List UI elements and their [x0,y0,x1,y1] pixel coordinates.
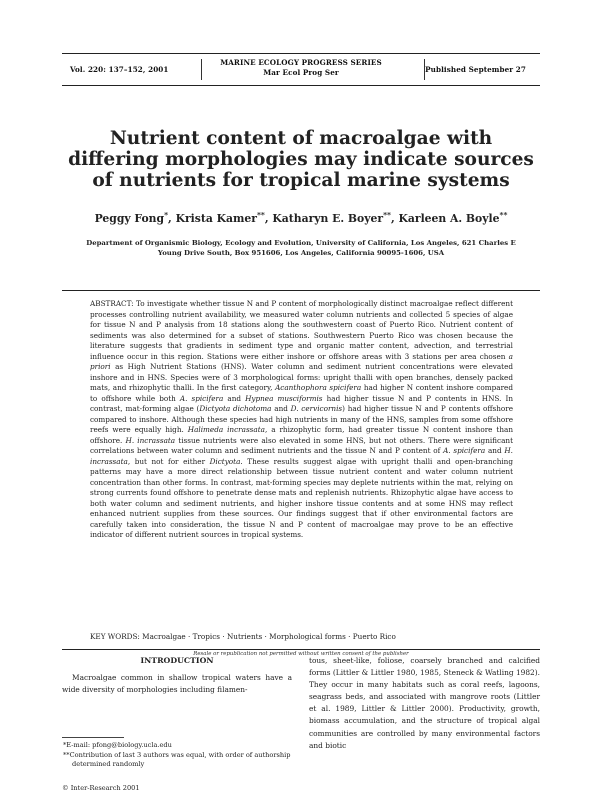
species-name: Dictyota dichotoma [199,404,272,413]
introduction-continued: tous, sheet-like, foliose, coarsely branched and calcified forms (Littler & Littler 1980, 1985, Steneck & Watling 1982). They occur in many habitats such as coral reefs, lagoons, seagrass beds, and associated with mangrove roots (Littler et al. 1989, Littler & Littler 2000). Productivity, growth, biomass accumulation, and the structure of tropical algal communities are controlled by many environmental factors and biotic [309,656,540,750]
footnote-email: *E-mail: pfong@biology.ucla.edu [63,741,172,749]
section-heading-introduction: INTRODUCTION [140,656,214,665]
author-name: Peggy Fong [94,212,165,225]
author-name: Karleen A. Boyle [398,212,500,225]
species-name: Hypnea musciformis [245,393,323,403]
species-name: H. incrassata [125,435,176,445]
abstract-text: ABSTRACT: To investigate whether tissue N and P content of morphologically distinct macroalgae reflect different processes controlling nutrient availability, we measured water column nutrients and collected 5 species of algae for tissue N and P analysis from 18 stations along the southwestern coast of Puerto Rico. Nutrient content of sediments was also determined for a subset of stations. Southwestern Puerto Rico was chosen because the literature suggests that gradients in sediment type and organic matter content, advection, and terrestrial influence occur in this region. Stations were either inshore or offshore areas with 3 stations per area chosen a priori as High Nutrient Stations (HNS). Water column and sediment nutrient concentrations were elevated inshore and in HNS. Species were of 3 morphological forms: upright thalli with open branches, densely packed mats, and rhizophytic thalli. In the first category, Acanthophora spicifera had higher N content inshore compared to offshore while both A. spicifera and Hypnea musciformis had higher tissue N and P contents in HNS. In contrast, mat-forming algae (Dictyota dichotoma and D. cervicornis) had higher tissue N and P contents offshore compared to inshore. Although these species had high nutrients in many of the HNS, samples from some offshore reefs were equally high. Halimeda incrassata, a rhizophytic form, had greater tissue N content inshore than offshore. H. incrassata tissue nutrients were also elevated in some HNS, but not others. There were significant correlations between water column and sediment nutrients and the tissue N and P content of A. spicifera and H. incrassata, but not for either Dictyota. These results suggest algae with upright thalli and open-branching patterns may have a more direct relationship between tissue nutrient content and water column nutrient concentration than other forms. In contrast, mat-forming species may deplete nutrients within the mat, relying on strong currents found offshore to penetrate dense mats and replenish nutrients. Rhizophytic algae have access to both water column and sediment nutrients, and higher inshore tissue contents and at some HNS may reflect enhanced nutrient supplies from these sources. Our findings suggest that if other environmental factors are carefully taken into consideration, the tissue N and P content of macroalgae may prove to be an effective indicator of different nutrient sources in tropical systems. [90,299,514,539]
author-list [62,212,540,225]
species-name: A. spicifera [179,393,224,403]
italic-term: a priori [90,351,513,371]
footnote-divider [62,737,124,738]
species-name: Acanthophora spicifera [275,383,362,392]
author-name: Katharyn E. Boyer [272,212,384,225]
author-footnote-mark: ** [383,210,391,220]
keywords: KEY WORDS: Macroalgae · Tropics · Nutrients · Morphological forms · Puerto Rico [90,632,396,641]
author-separator: , [390,212,399,225]
journal-abbrev: Mar Ecol Prog Ser [263,68,339,77]
author-separator: , [264,212,273,225]
footnotes [62,741,292,770]
species-name: A. spicifera [443,446,486,455]
footnote-contribution: **Contribution of last 3 authors was equal, with order of authorship determined randomly [63,750,291,768]
author-footnote-mark: ** [499,210,508,220]
volume-info: Vol. 220: 137–152, 2001 [70,65,169,74]
journal-name-block [202,58,400,78]
abstract-section [62,290,540,650]
introduction-text: Macroalgae common in shallow tropical waters have a wide diversity of morphologies including filamen- [62,673,292,695]
journal-header [62,53,540,86]
article-title: Nutrient content of macroalgae with differing morphologies may indicate sources of nutrients for tropical marine systems [68,128,534,191]
author-footnote-mark: * [164,210,169,220]
species-name: D. cervicornis [290,404,343,413]
species-name: Dictyota [209,456,241,466]
author-separator: , [168,212,176,225]
copyright-notice: Resale or republication not permitted without written consent of the publisher [193,651,409,657]
author-affiliation: Department of Organismic Biology, Ecology and Evolution, University of California, Los Angeles, 621 Charles E Young Drive South, Box 951606, Los Angeles, California 90095-1606, USA [86,239,516,258]
author-footnote-mark: ** [256,210,265,220]
species-name: Halimeda incrassata [187,425,265,434]
publication-date: Published September 27 [425,65,526,74]
species-name: H. incrassata [90,446,513,466]
journal-name: MARINE ECOLOGY PROGRESS SERIES [220,58,382,67]
author-name: Krista Kamer [175,212,257,225]
copyright-line: © Inter-Research 2001 [62,784,140,792]
